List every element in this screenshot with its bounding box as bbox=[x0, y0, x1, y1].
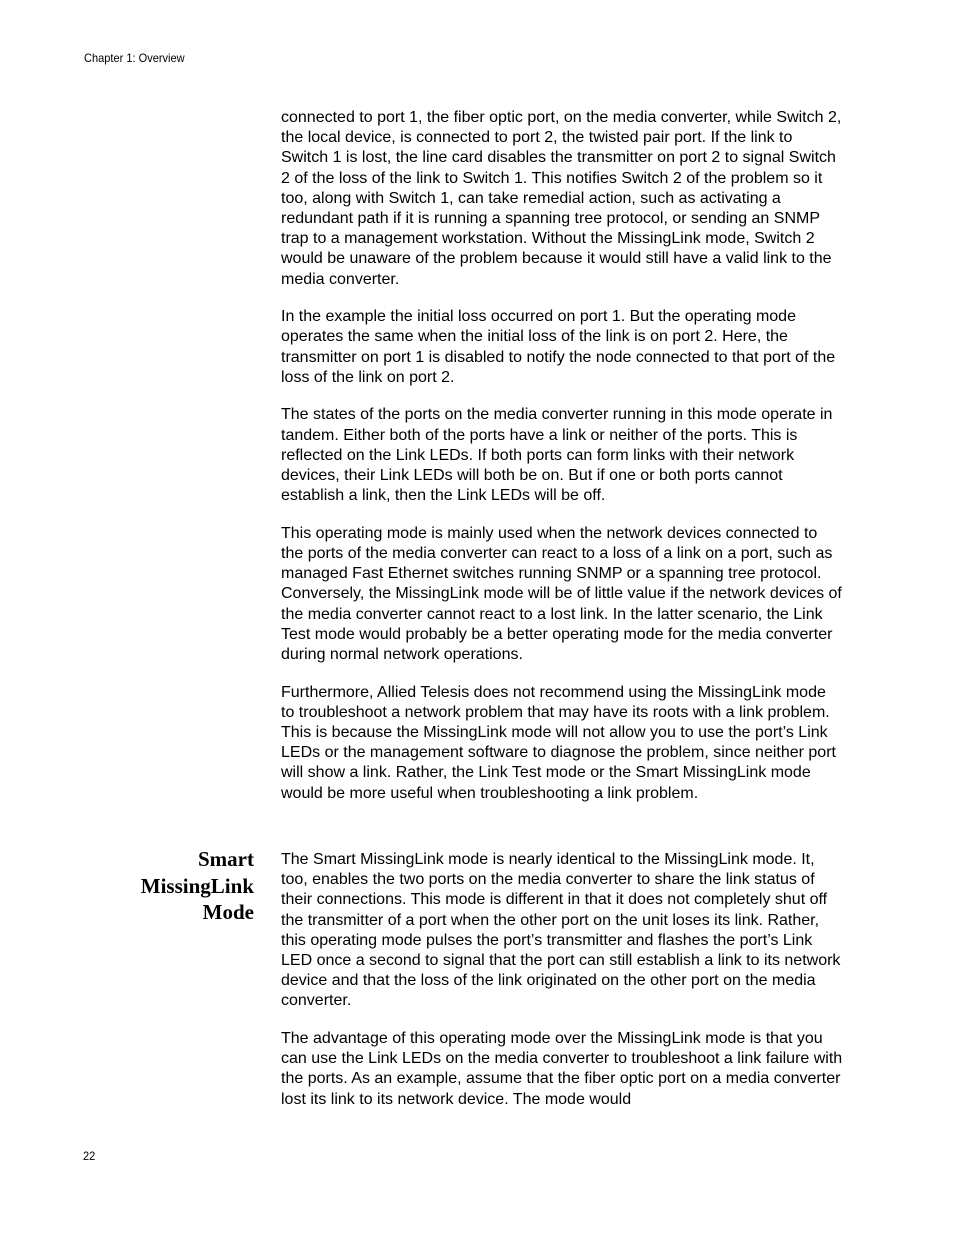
body-paragraph: connected to port 1, the fiber optic port, on the media converter, while Switch 2, the local device, is connected to port 2, the twisted pair port. If the link to Switch 1 is lost, the line card disables the transmitter on port 2 to signal Switch 2 of the loss of the link to Switch 1. This notifies Switch 2 of the problem so it too, along with Switch 1, can take remedial action, such as activating a redundant path if it is running a spanning tree protocol, or sending an SNMP trap to a management workstation. Without the MissingLink mode, Switch 2 would be unaware of the problem because it would still have a valid link to the media converter. bbox=[281, 109, 842, 288]
section-heading bbox=[74, 846, 254, 926]
section-heading-line: MissingLink bbox=[140, 873, 254, 898]
section-heading-line: Smart bbox=[198, 847, 254, 871]
section-paragraph: The advantage of this operating mode over the MissingLink mode is that you can use the Link LEDs on the media converter to troubleshoot a link failure with the ports. As an example, assume that the fiber optic port on a media converter lost its link to its network device. The mode would bbox=[281, 1030, 843, 1108]
section-heading-line: Mode bbox=[202, 900, 254, 924]
page-number: 22 bbox=[83, 1149, 96, 1163]
body-paragraph: Furthermore, Allied Telesis does not recommend using the MissingLink mode to troubleshoot a network problem that may have its roots with a link problem. This is because the MissingLink mode will not allow you to use the port’s Link LEDs or the management software to diagnose the problem, since neither port will show a link. Rather, the Link Test mode or the Smart MissingLink mode would be more useful when troubleshooting a link problem. bbox=[281, 683, 836, 802]
section-body bbox=[281, 850, 843, 1127]
body-paragraph: In the example the initial loss occurred on port 1. But the operating mode operates the same when the initial loss of the link is on port 2. Here, the transmitter on port 1 is disabled to notify the node connected to that port of the loss of the link on port 2. bbox=[281, 308, 836, 386]
body-paragraph: This operating mode is mainly used when the network devices connected to the ports of the media converter can react to a loss of a link on a port, such as managed Fast Ethernet switches running SNMP or a spanning tree protocol. Conversely, the MissingLink mode will be of little value if the network devices of the media converter cannot react to a lost link. In the latter scenario, the Link Test mode would probably be a better operating mode for the media converter during normal network operations. bbox=[281, 524, 842, 664]
continued-text bbox=[281, 108, 843, 821]
running-header: Chapter 1: Overview bbox=[84, 51, 185, 65]
section-paragraph: The Smart MissingLink mode is nearly identical to the MissingLink mode. It, too, enables the two ports on the media converter to share the link status of their connections. This mode is different in that it does not completely shut off the transmitter of a port when the other port on the unit loses its link. Rather, this operating mode pulses the port’s transmitter and flashes the port’s Link LED once a second to signal that the port can still establish a link to its network device and that the loss of the link originated on the other port on the media converter. bbox=[281, 851, 841, 1010]
body-paragraph: The states of the ports on the media converter running in this mode operate in tandem. Either both of the ports have a link or neither of the ports. This is reflected on the Link LEDs. If both ports can form links with their network devices, their Link LEDs will both be on. But if one or both ports cannot establish a link, then the Link LEDs will be off. bbox=[281, 406, 833, 505]
